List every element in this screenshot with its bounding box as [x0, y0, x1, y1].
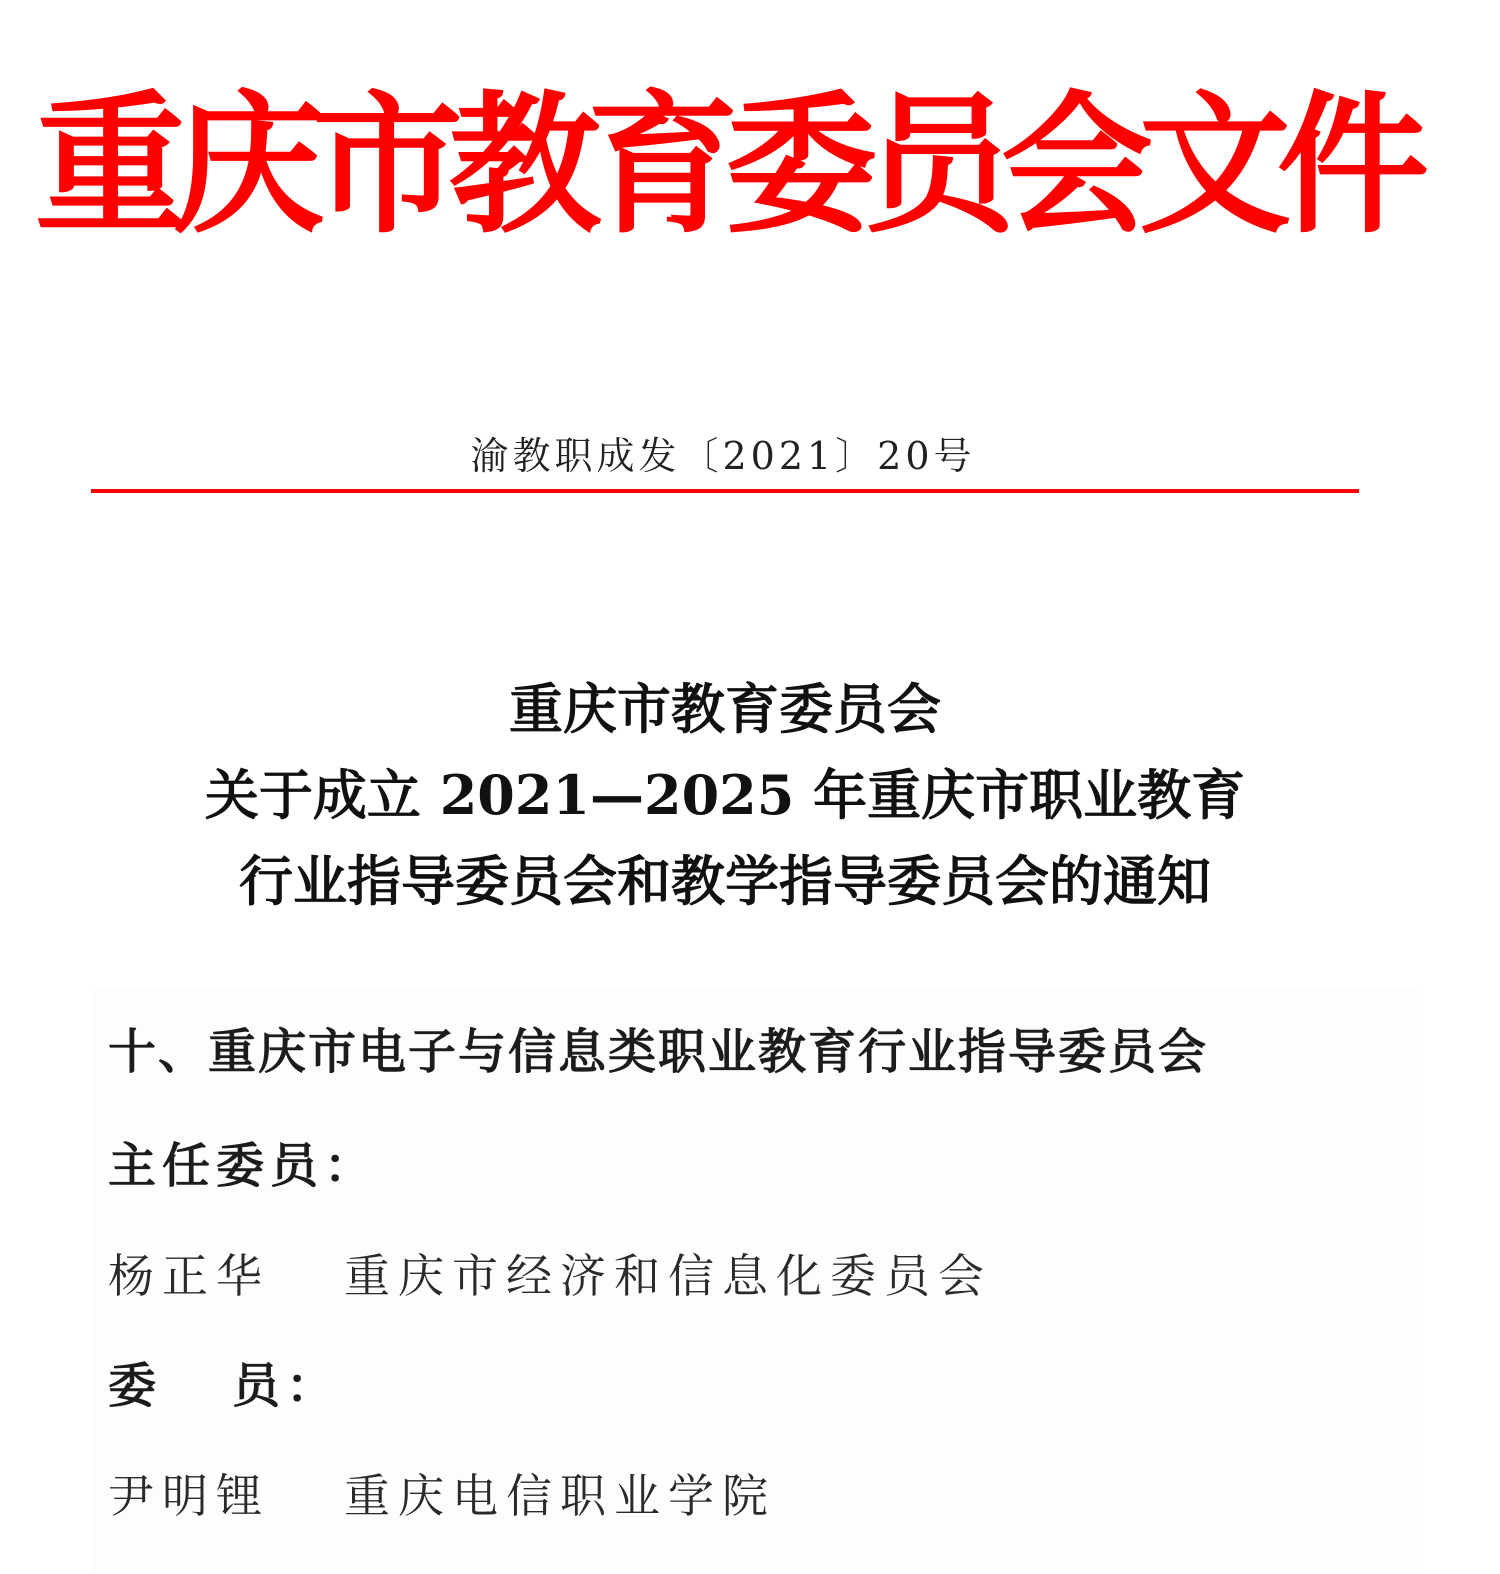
- subject-line-1: 重庆市教育委员会: [509, 677, 941, 741]
- document-number: 渝教职成发〔2021〕20号: [470, 434, 976, 478]
- document-header-title: 重庆市教育委员会文件: [35, 75, 1415, 254]
- chair-name: 杨正华: [108, 1249, 270, 1303]
- member-label-part1: 委: [108, 1358, 163, 1414]
- chair-organization: 重庆市经济和信息化委员会: [344, 1249, 992, 1303]
- subject-line-3: 行业指导委员会和教学指导委员会的通知: [239, 849, 1211, 913]
- subject-line-2: 关于成立 2021—2025 年重庆市职业教育: [204, 763, 1246, 827]
- chair-label: 主任委员：: [108, 1138, 379, 1194]
- member-label: [108, 1346, 340, 1426]
- section-heading: 十、重庆市电子与信息类职业教育行业指导委员会: [108, 1024, 1209, 1080]
- member-entry: [108, 1456, 776, 1536]
- member-label-part2: 员：: [232, 1358, 341, 1414]
- chair-entry: [108, 1236, 992, 1316]
- notice-subject-title: [0, 666, 1450, 924]
- red-divider-line: [91, 489, 1359, 493]
- member-organization: 重庆电信职业学院: [344, 1469, 776, 1523]
- member-name: 尹明锂: [108, 1469, 270, 1523]
